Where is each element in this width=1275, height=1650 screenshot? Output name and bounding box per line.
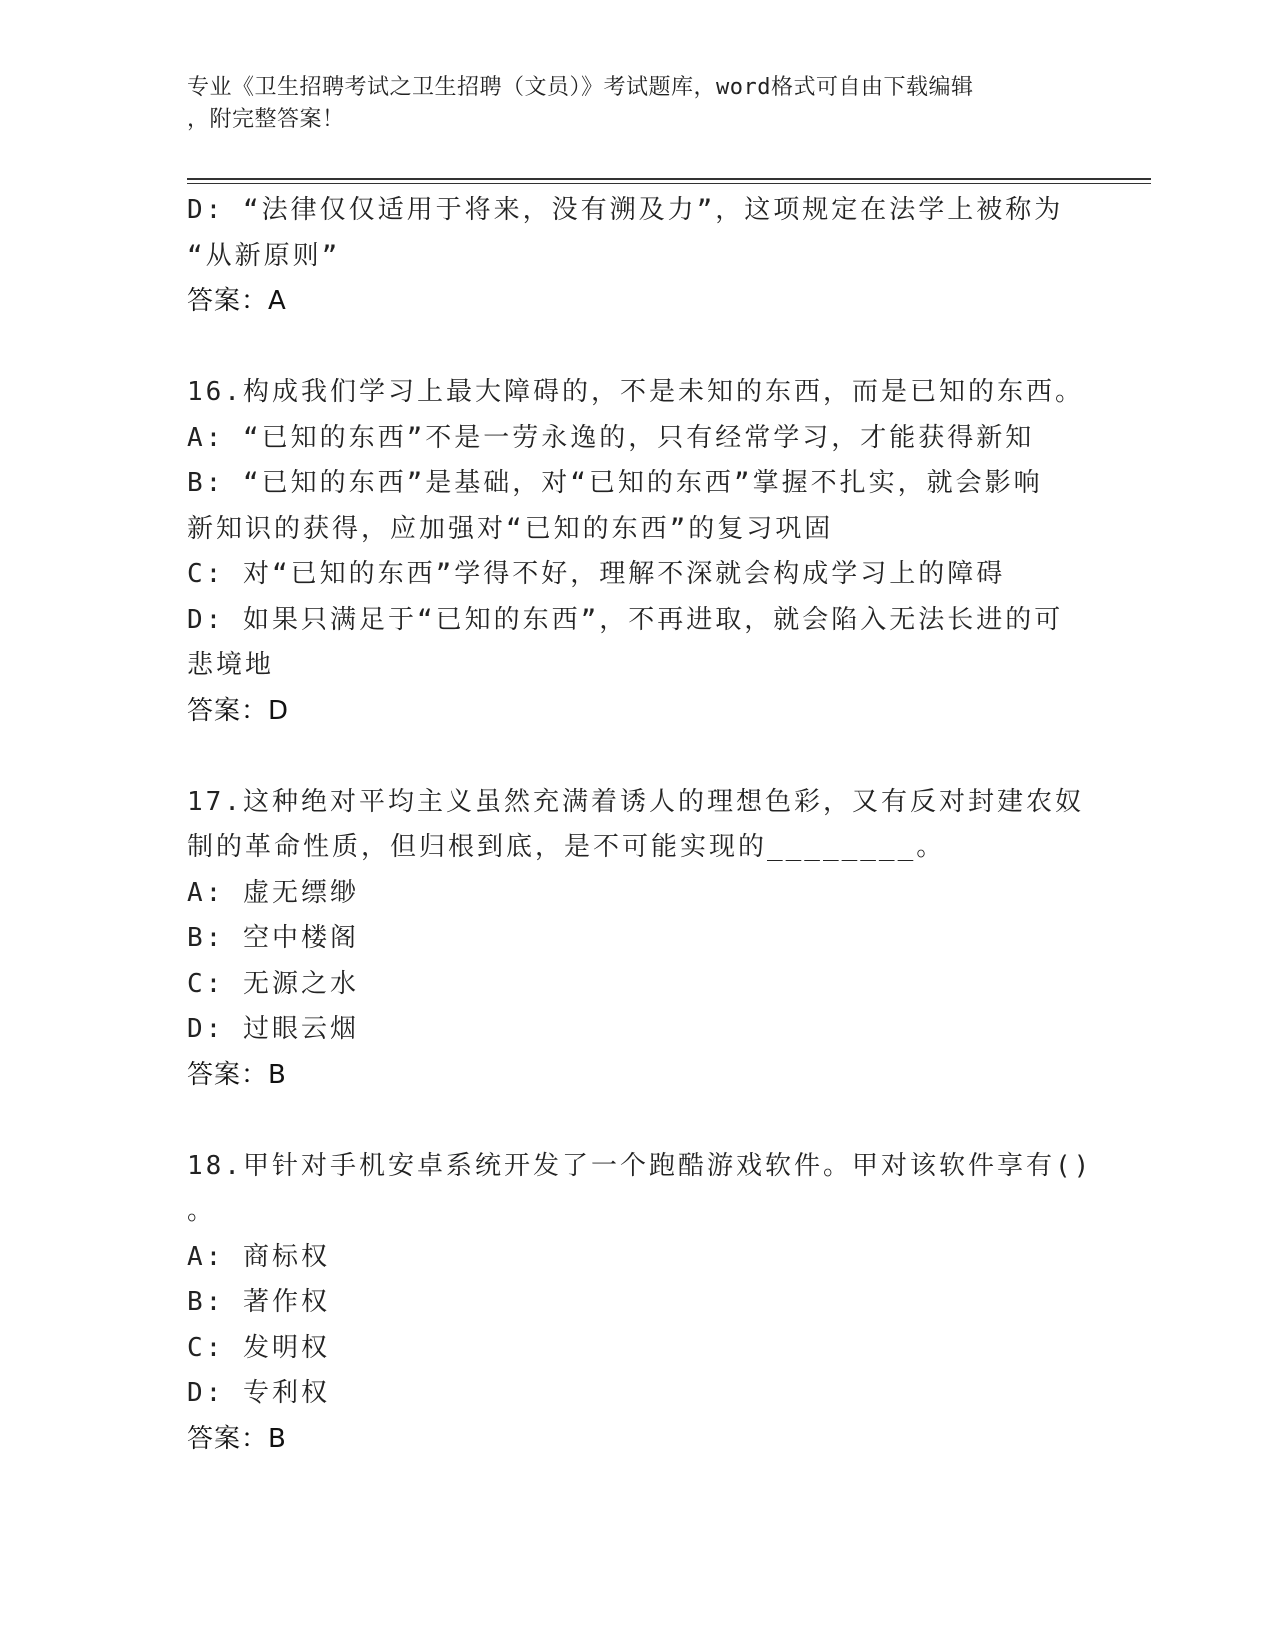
answer-line: 答案：B	[187, 1423, 287, 1454]
answer-line: 答案：A	[187, 286, 287, 316]
question-stem-line-2: 制的革命性质，但归根到底，是不可能实现的________。	[187, 832, 946, 862]
option-c: C: 无源之水	[187, 968, 359, 999]
header-divider-thin	[187, 183, 1151, 184]
option-d: D: 过眼云烟	[187, 1014, 359, 1044]
option-d: D: 专利权	[187, 1378, 330, 1408]
option-c: C: 发明权	[187, 1332, 330, 1363]
header-divider-thick	[187, 178, 1151, 180]
header-line-1: 专业《卫生招聘考试之卫生招聘（文员）》考试题库，word格式可自由下载编辑	[187, 75, 974, 100]
question-block-18	[187, 1144, 1093, 1463]
option-c: C: 对“已知的东西”学得不好，理解不深就会构成学习上的障碍	[187, 559, 1006, 589]
option-d-line-1: D: 如果只满足于“已知的东西”，不再进取，就会陷入无法长进的可	[187, 604, 1064, 635]
page-header	[187, 72, 1067, 136]
question-stem-line-1: 18.甲针对手机安卓系统开发了一个跑酷游戏软件。甲对该软件享有()	[187, 1150, 1093, 1181]
option-b-line-1: B: “已知的东西”是基础，对“已知的东西”掌握不扎实，就会影响	[187, 468, 1043, 498]
question-stem-line-2: 。	[187, 1196, 217, 1226]
answer-line: 答案：B	[187, 1059, 287, 1090]
header-line-2: ，附完整答案！	[187, 107, 345, 132]
question-stem: 16.构成我们学习上最大障碍的，不是未知的东西，而是已知的东西。	[187, 377, 1084, 407]
option-d-line-1: D: “法律仅仅适用于将来，没有溯及力”，这项规定在法学上被称为	[187, 195, 1064, 225]
spacer	[187, 734, 1077, 780]
option-a: A: “已知的东西”不是一劳永逸的，只有经常学习，才能获得新知	[187, 422, 1035, 453]
option-d-line-2: “从新原则”	[187, 240, 341, 271]
question-block-15	[187, 188, 1077, 325]
option-d-line-2: 悲境地	[187, 650, 275, 680]
question-content	[187, 188, 1093, 1462]
question-stem-line-1: 17.这种绝对平均主义虽然充满着诱人的理想色彩，又有反对封建农奴	[187, 786, 1084, 817]
spacer	[187, 325, 1077, 371]
question-block-17	[187, 780, 1084, 1099]
option-b: B: 空中楼阁	[187, 923, 359, 953]
option-a: A: 虚无缥缈	[187, 877, 359, 908]
option-b-line-2: 新知识的获得，应加强对“已知的东西”的复习巩固	[187, 513, 834, 544]
option-b: B: 著作权	[187, 1287, 330, 1317]
question-block-16	[187, 370, 1084, 734]
option-a: A: 商标权	[187, 1241, 330, 1272]
answer-line: 答案：D	[187, 695, 290, 726]
spacer	[187, 1098, 1077, 1144]
